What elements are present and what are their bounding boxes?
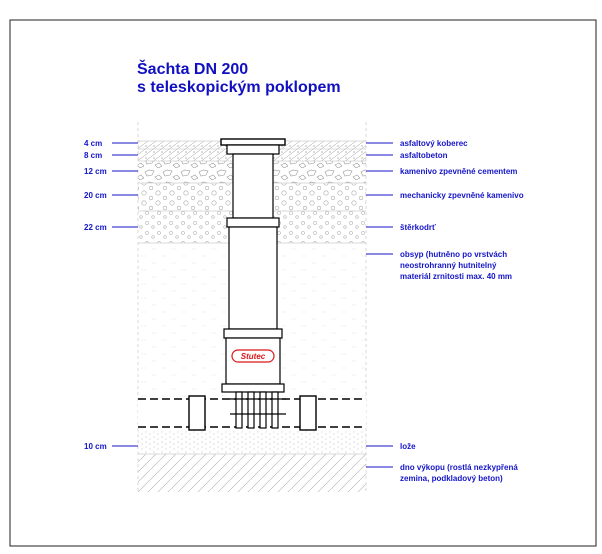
layer-label-dno-vykopu: zemina, podkladový beton) [400,474,503,483]
manufacturer-logo [232,350,274,362]
layer-label-asfaltobeton: asfaltobeton [400,151,448,160]
layer-label-obsyp: obsyp (hutněno po vrstvách [400,250,508,259]
shaft-bottom-collar [224,329,282,338]
layer-label-obsyp: materiál zrnitosti max. 40 mm [400,272,513,281]
depth-label-4cm: 4 cm [84,139,103,148]
layer-label-loze: lože [400,442,416,451]
svg-text:Stutec: Stutec [240,352,266,361]
layer-trench-bottom [138,454,366,492]
depth-label-8cm: 8 cm [84,151,103,160]
layer-label-sterkodrt: štěrkodrť [400,223,436,232]
layer-bedding [138,430,366,454]
base-rim [222,384,284,392]
tube-socket [227,218,279,227]
right-layer-labels [366,139,524,483]
layer-label-obsyp: neostrohranný hutnitelný [400,261,497,270]
depth-label-22cm: 22 cm [84,223,107,232]
depth-label-20cm: 20 cm [84,191,107,200]
layer-label-mech-kamenivo: mechanicky zpevněné kamenivo [400,191,524,200]
layer-label-dno-vykopu: dno výkopu (rostlá nezkypřená [400,463,518,472]
layer-label-kamenivo-cement: kamenivo zpevněné cementem [400,167,518,176]
telescopic-tube [233,154,273,218]
shaft-riser-pipe [229,227,277,329]
diagram-title-line1: Šachta DN 200 [137,61,249,78]
diagram-title-line2: s teleskopickým poklopem [137,79,341,96]
manhole-cover [221,139,285,145]
telescopic-collar [227,145,279,154]
layer-label-asfaltovy-koberec: asfaltový koberec [400,139,468,148]
depth-label-12cm: 12 cm [84,167,107,176]
top-space [138,122,366,141]
left-depth-labels [84,139,138,451]
depth-label-10cm: 10 cm [84,442,107,451]
